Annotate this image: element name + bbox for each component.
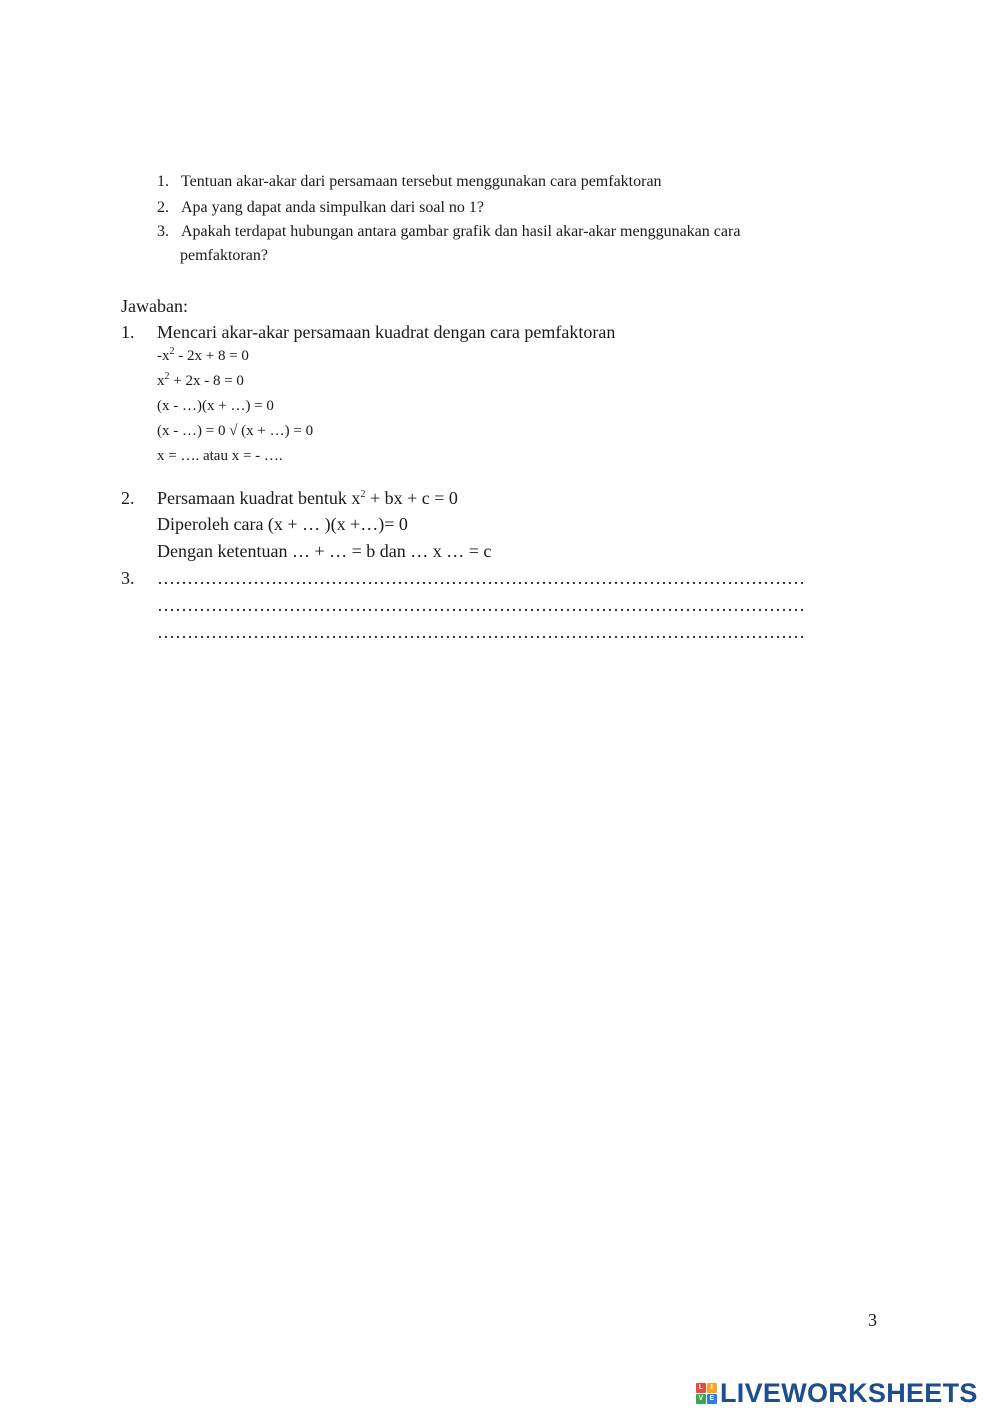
step-text: -x: [157, 348, 170, 364]
question-3-continuation: pemfaktoran?: [180, 247, 268, 264]
question-1: [157, 173, 662, 191]
logo-mark-icon: L I V E: [696, 1383, 717, 1404]
line-text: Persamaan kuadrat bentuk x: [157, 488, 361, 508]
question-number: 2.: [157, 199, 169, 216]
answers-heading: Jawaban:: [121, 296, 188, 316]
answer-3-blank-line-1[interactable]: ………………………………………………………………………………………………: [157, 568, 805, 588]
answer-1-step-2: [157, 373, 244, 390]
liveworksheets-logo: [696, 1378, 978, 1408]
answer-1-step-5: x = …. atau x = - ….: [157, 448, 283, 464]
question-text: Apa yang dapat anda simpulkan dari soal no 1?: [181, 199, 485, 216]
answer-3-blank-line-2[interactable]: ………………………………………………………………………………………………: [157, 595, 805, 615]
exponent: 2: [360, 489, 366, 500]
question-number: 1.: [157, 173, 169, 190]
answer-1-step-1: [157, 348, 249, 365]
question-text: Tentuan akar-akar dari persamaan tersebut menggunakan cara pemfaktoran: [181, 173, 662, 190]
question-3: [157, 223, 740, 241]
line-text: + bx + c = 0: [365, 488, 458, 508]
step-text: - 2x + 8 = 0: [174, 348, 249, 364]
answer-1-title: Mencari akar-akar persamaan kuadrat dengan cara pemfaktoran: [157, 322, 616, 342]
answer-2-number: 2.: [121, 488, 135, 508]
exponent: 2: [164, 371, 170, 382]
step-text: x: [157, 373, 165, 389]
page-number: 3: [868, 1310, 877, 1330]
answer-3-number: 3.: [121, 568, 135, 588]
answer-1-step-3: (x - …)(x + …) = 0: [157, 398, 274, 414]
question-text: Apakah terdapat hubungan antara gambar grafik dan hasil akar-akar menggunakan cara: [181, 223, 741, 240]
answer-2-line-2: Diperoleh cara (x + … )(x +…)= 0: [157, 514, 408, 534]
question-number: 3.: [157, 223, 169, 240]
answer-3-blank-line-3[interactable]: ………………………………………………………………………………………………: [157, 622, 805, 642]
step-text: + 2x - 8 = 0: [169, 373, 244, 389]
answer-2-line-3: Dengan ketentuan … + … = b dan … x … = c: [157, 541, 492, 561]
logo-text: LIVEWORKSHEETS: [720, 1377, 978, 1408]
answer-2-line-1: [157, 488, 458, 509]
answer-1-number: 1.: [121, 322, 135, 342]
question-2: [157, 199, 484, 217]
exponent: 2: [169, 346, 175, 357]
answer-1-step-4: (x - …) = 0 √ (x + …) = 0: [157, 423, 314, 439]
